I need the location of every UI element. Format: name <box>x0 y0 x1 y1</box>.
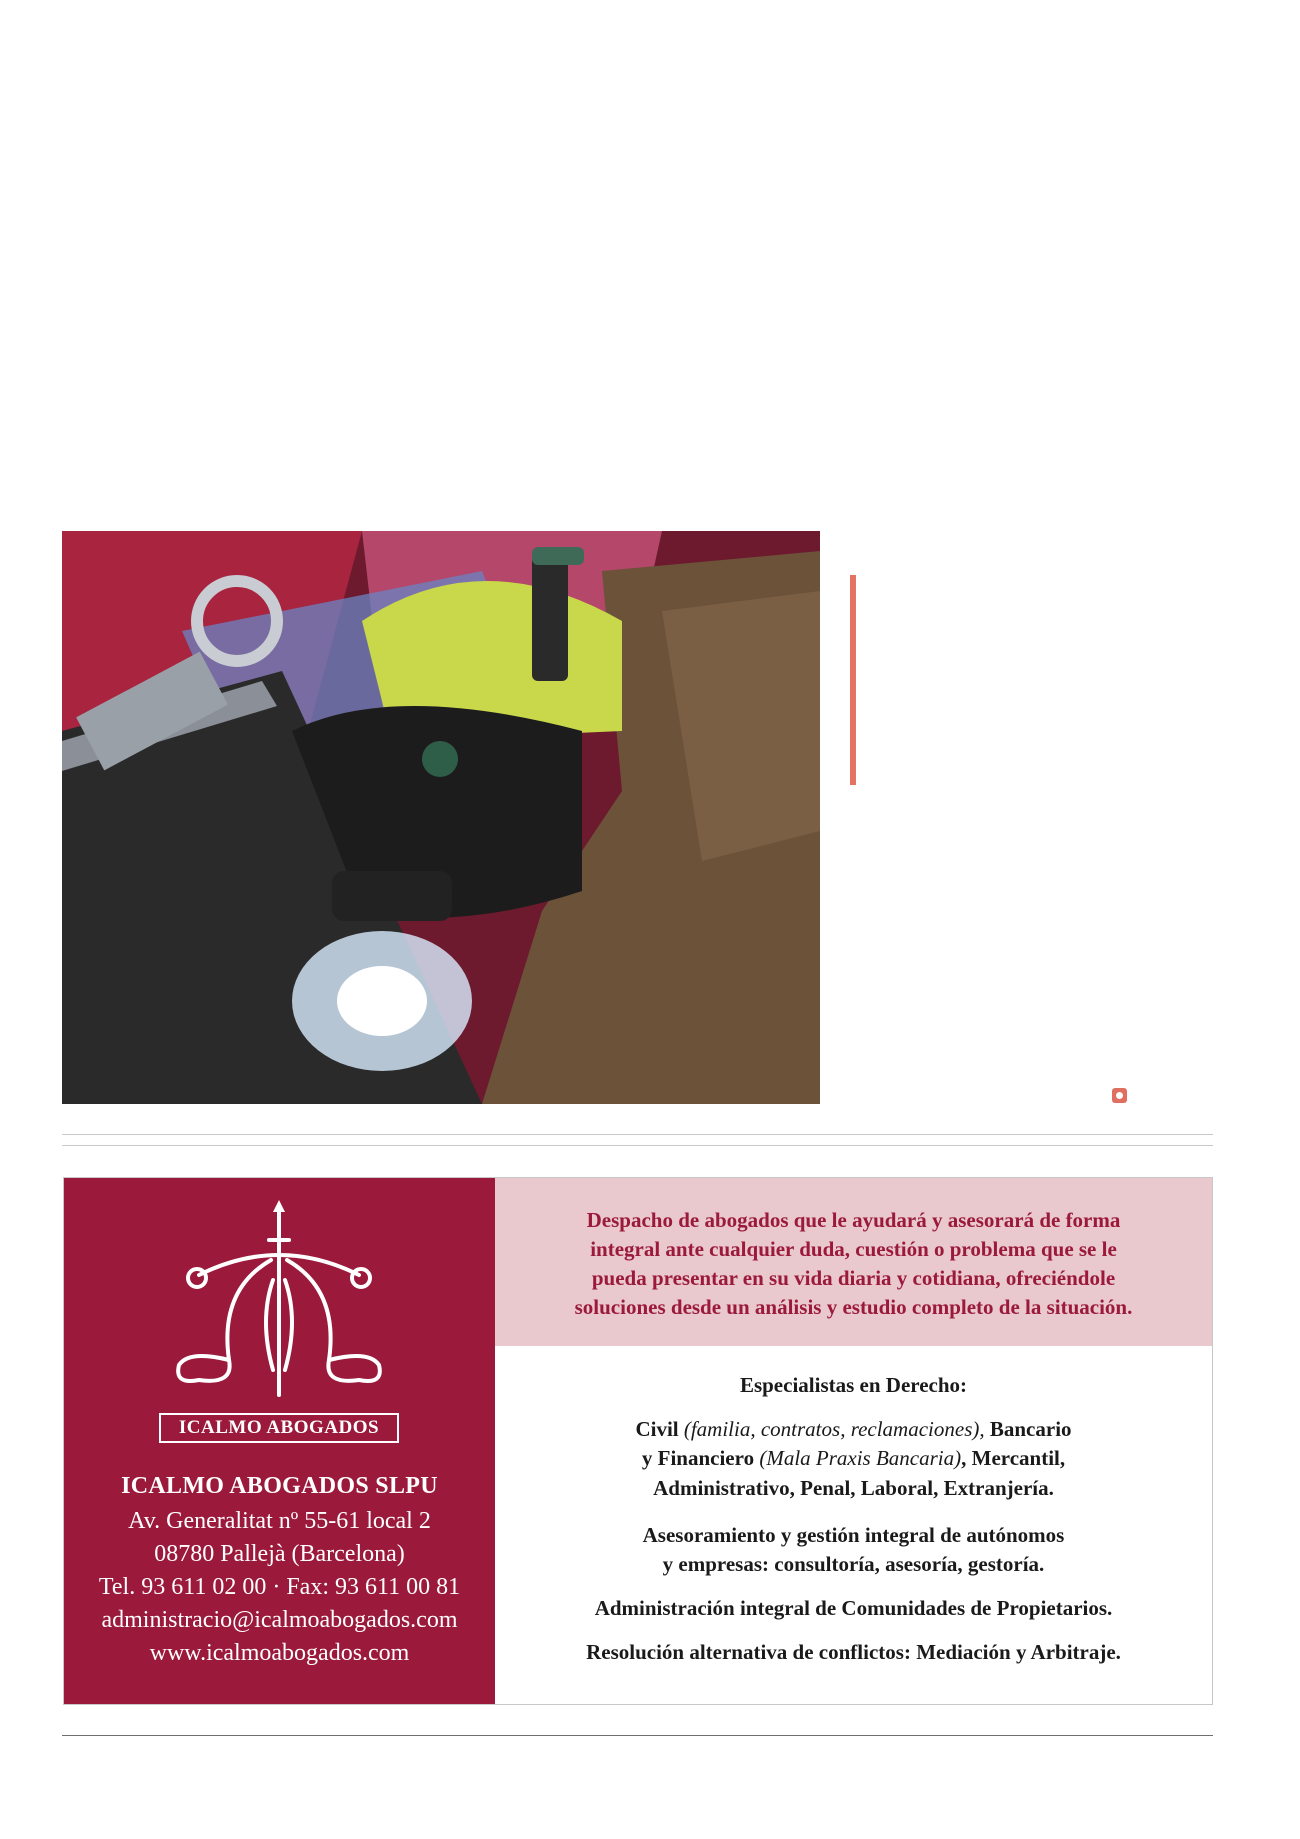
scales-of-justice-logo-icon <box>159 1200 399 1400</box>
divider-top-2 <box>62 1145 1213 1146</box>
logo-label: ICALMO ABOGADOS <box>159 1413 399 1443</box>
area-financiero-detail: (Mala Praxis Bancaria) <box>759 1446 962 1470</box>
end-marker-icon <box>1112 1088 1127 1103</box>
communities-line: Administración integral de Comunidades de Propietarios. <box>594 1596 1113 1620</box>
website-link[interactable]: www.icalmoabogados.com <box>149 1640 410 1666</box>
intro-box <box>495 1178 1212 1346</box>
intro-line: soluciones desde un análisis y estudio completo de la situación. <box>574 1295 1133 1319</box>
address-line-2: 08780 Pallejà (Barcelona) <box>154 1541 405 1567</box>
area-civil-detail: (familia, contratos, reclamaciones), <box>683 1417 985 1441</box>
advice-line-1: Asesoramiento y gestión integral de autónomos <box>642 1523 1065 1547</box>
area-civil: Civil <box>635 1417 679 1441</box>
accent-bar <box>850 575 856 785</box>
practice-areas-line-3: Administrativo, Penal, Laboral, Extranjería. <box>653 1476 1054 1500</box>
ad-services-panel <box>495 1178 1212 1704</box>
email-link[interactable]: administracio@icalmoabogados.com <box>101 1607 458 1633</box>
intro-line: integral ante cualquier duda, cuestión o problema que se le <box>590 1237 1117 1261</box>
law-firm-ad <box>63 1177 1213 1705</box>
welder-photo <box>62 531 820 1104</box>
divider-top <box>62 1134 1213 1135</box>
area-bancario: Bancario <box>989 1417 1072 1441</box>
intro-line: Despacho de abogados que le ayudará y asesorará de forma <box>586 1208 1121 1232</box>
welder-illustration <box>62 531 820 1104</box>
divider-bottom <box>62 1735 1213 1736</box>
specialists-heading: Especialistas en Derecho: <box>739 1373 968 1397</box>
intro-line: pueda presentar en su vida diaria y cotidiana, ofreciéndole <box>591 1266 1116 1290</box>
phone-fax: Tel. 93 611 02 00 · Fax: 93 611 00 81 <box>98 1574 461 1600</box>
mediation-line: Resolución alternativa de conflictos: Mediación y Arbitraje. <box>586 1640 1121 1664</box>
advice-line-2: y empresas: consultoría, asesoría, gestoría. <box>662 1552 1045 1576</box>
practice-areas-line-2 <box>495 1446 1212 1471</box>
practice-areas-line-1 <box>495 1417 1212 1442</box>
address-line-1: Av. Generalitat nº 55-61 local 2 <box>128 1508 431 1534</box>
area-mercantil: , Mercantil, <box>961 1446 1066 1470</box>
area-financiero: y Financiero <box>641 1446 755 1470</box>
firm-name: ICALMO ABOGADOS SLPU <box>121 1473 438 1499</box>
ad-contact-panel <box>64 1178 495 1704</box>
